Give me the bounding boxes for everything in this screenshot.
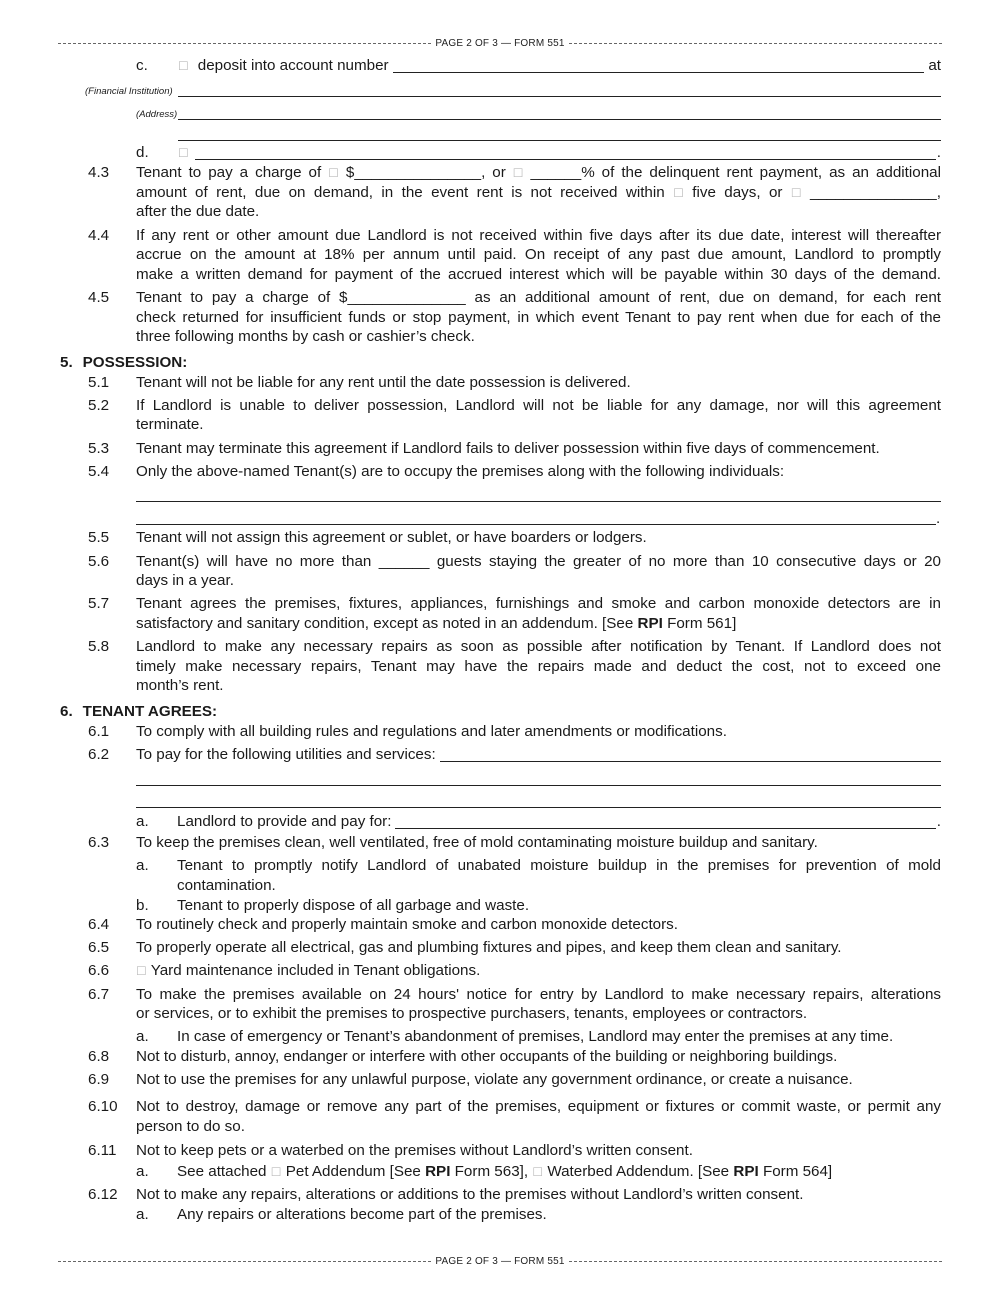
item-d-end: .	[936, 144, 941, 161]
account-number-field[interactable]	[393, 58, 925, 73]
checkbox-icon[interactable]: ☐	[790, 186, 802, 200]
checkbox-icon[interactable]: ☐	[178, 146, 189, 160]
header-dash-left	[58, 43, 431, 44]
landlord-provides-field[interactable]	[395, 814, 935, 829]
occupants-field-1[interactable]	[136, 501, 941, 502]
checkbox-icon[interactable]: ☐	[532, 1165, 544, 1179]
clause-number: 4.5	[88, 289, 110, 306]
header-label: PAGE 2 OF 3 — FORM 551	[435, 38, 565, 49]
checkbox-icon[interactable]: ☐	[328, 166, 339, 180]
item-d-field[interactable]	[195, 145, 936, 160]
occupants-field-2[interactable]	[136, 524, 936, 525]
checkbox-icon[interactable]: ☐	[136, 964, 147, 978]
checkbox-icon[interactable]: ☐	[512, 166, 524, 180]
checkbox-icon[interactable]: ☐	[673, 186, 684, 200]
page-header	[58, 38, 942, 49]
checkbox-icon[interactable]: ☐	[270, 1165, 282, 1179]
utilities-field-2[interactable]	[136, 785, 941, 786]
address-field-2[interactable]	[178, 140, 941, 141]
clause-number: 4.3	[88, 164, 110, 181]
footer-label: PAGE 2 OF 3 — FORM 551	[435, 1256, 565, 1267]
address-label: (Address)	[136, 109, 178, 120]
item-c-text: deposit into account number	[197, 57, 389, 74]
financial-institution-field[interactable]	[178, 96, 941, 97]
checkbox-icon[interactable]: ☐	[178, 59, 189, 73]
item-c-end: at	[928, 57, 941, 74]
footer-dash-left	[58, 1261, 431, 1262]
address-field[interactable]	[178, 119, 941, 120]
clause-number: 4.4	[88, 227, 110, 244]
item-d-letter: d.	[136, 144, 149, 161]
utilities-field[interactable]	[440, 747, 941, 762]
footer-dash-right	[569, 1261, 942, 1262]
item-c-letter: c.	[136, 57, 148, 74]
utilities-field-3[interactable]	[136, 807, 941, 808]
page-footer	[58, 1256, 942, 1267]
header-dash-right	[569, 43, 942, 44]
financial-institution-label: (Financial Institution)	[85, 86, 173, 97]
